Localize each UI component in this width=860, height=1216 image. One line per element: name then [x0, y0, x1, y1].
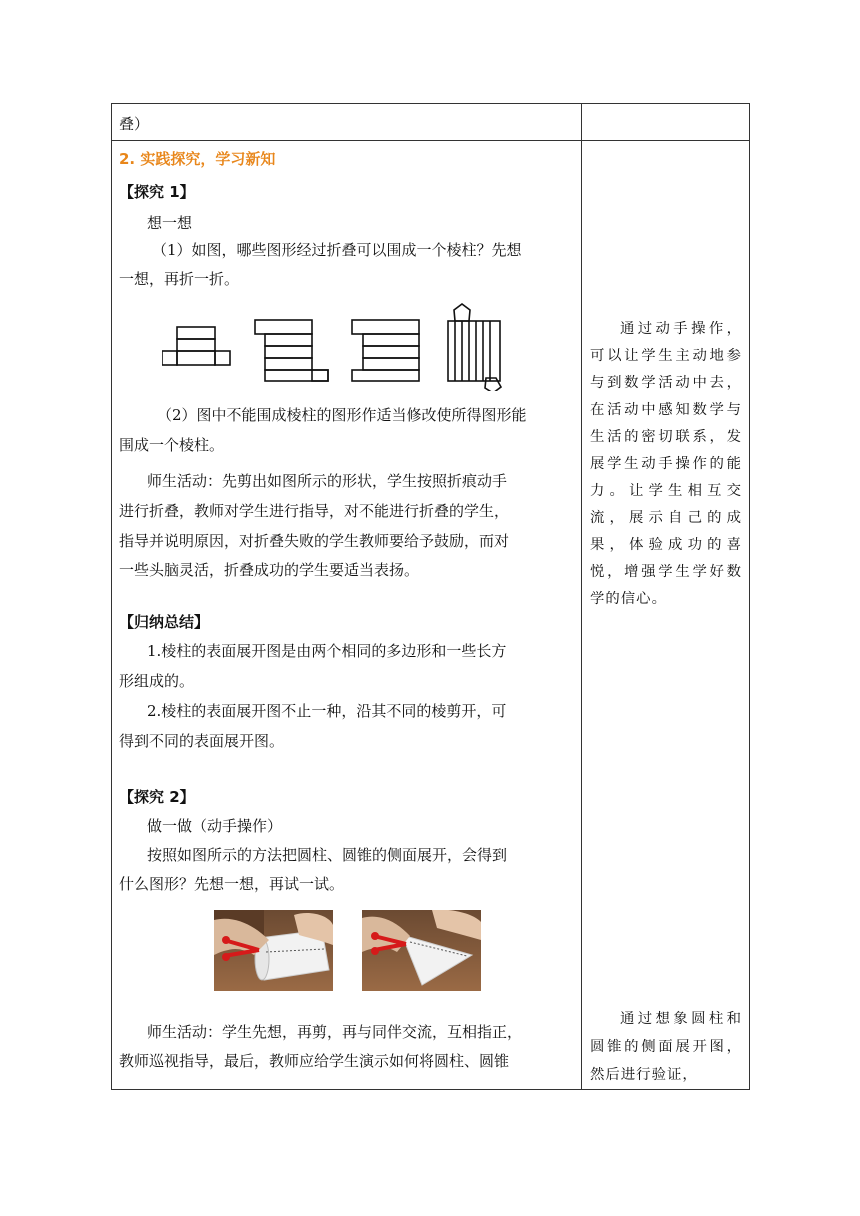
- summary-p1-line2: 形组成的。: [119, 672, 195, 690]
- table-bottom-border: [112, 1089, 750, 1090]
- cutting-cone-photo-icon: [362, 910, 481, 991]
- explore2-p-line2: 什么图形？先想一想，再试一试。: [119, 875, 345, 893]
- explore1-q1-line1: （1）如图，哪些图形经过折叠可以围成一个棱柱？先想: [152, 241, 522, 259]
- summary-p2-line2: 得到不同的表面展开图。: [119, 732, 285, 750]
- net-2: [255, 320, 328, 381]
- column-divider: [581, 104, 582, 1090]
- prism-net-diagrams-icon: [162, 301, 512, 391]
- explore1-q2-line1: （2）图中不能围成棱柱的图形作适当修改使所得图形能: [157, 406, 527, 424]
- note-hands-on: 通过动手操作，可以让学生主动地参与到数学活动中去，在活动中感知数学与生活的密切联系，发展学生动手操作的能力。让学生相互交流，展示自己的成果，体验成功的喜悦，增强学生学好数学的信心。: [590, 321, 742, 607]
- explore2-p-line1: 按照如图所示的方法把圆柱、圆锥的侧面展开，会得到: [147, 846, 508, 864]
- note-imagine: 通过想象圆柱和圆锥的侧面展开图，然后进行验证，: [590, 1011, 742, 1083]
- prev-row-text: 叠）: [119, 115, 150, 133]
- explore2-act-line1: 师生活动：学生先想，再剪，再与同伴交流，互相指正，: [147, 1023, 523, 1041]
- cutting-cylinder-photo-icon: [214, 910, 333, 991]
- explore2-sub: 做一做（动手操作）: [147, 817, 283, 835]
- explore1-sub: 想一想: [147, 214, 193, 232]
- explore1-q1-line2: 一想，再折一折。: [119, 270, 240, 288]
- net-4: [448, 304, 501, 391]
- explore1-q2-line2: 围成一个棱柱。: [119, 436, 225, 454]
- explore1-act-line2: 进行折叠，教师对学生进行指导，对不能进行折叠的学生，: [119, 502, 510, 520]
- explore1-act-line4: 一些头脑灵活，折叠成功的学生要适当表扬。: [119, 561, 420, 579]
- summary-p1-line1: 1.棱柱的表面展开图是由两个相同的多边形和一些长方: [147, 642, 507, 660]
- summary-heading: 【归纳总结】: [119, 613, 210, 631]
- row-divider: [112, 140, 750, 141]
- table-right-border: [749, 104, 750, 1090]
- explore2-act-line2: 教师巡视指导，最后，教师应给学生演示如何将圆柱、圆锥: [119, 1052, 510, 1070]
- explore1-act-line3: 指导并说明原因，对折叠失败的学生教师要给予鼓励，而对: [119, 532, 510, 550]
- section-title: 2. 实践探究，学习新知: [119, 150, 276, 168]
- summary-p2-line1: 2.棱柱的表面展开图不止一种，沿其不同的棱剪开，可: [147, 702, 507, 720]
- net-1: [162, 327, 230, 365]
- lesson-table: [111, 103, 750, 1090]
- explore2-heading: 【探究 2】: [119, 788, 195, 806]
- explore1-heading: 【探究 1】: [119, 183, 195, 201]
- explore1-act-line1: 师生活动：先剪出如图所示的形状，学生按照折痕动手: [147, 472, 508, 490]
- net-3: [352, 320, 419, 381]
